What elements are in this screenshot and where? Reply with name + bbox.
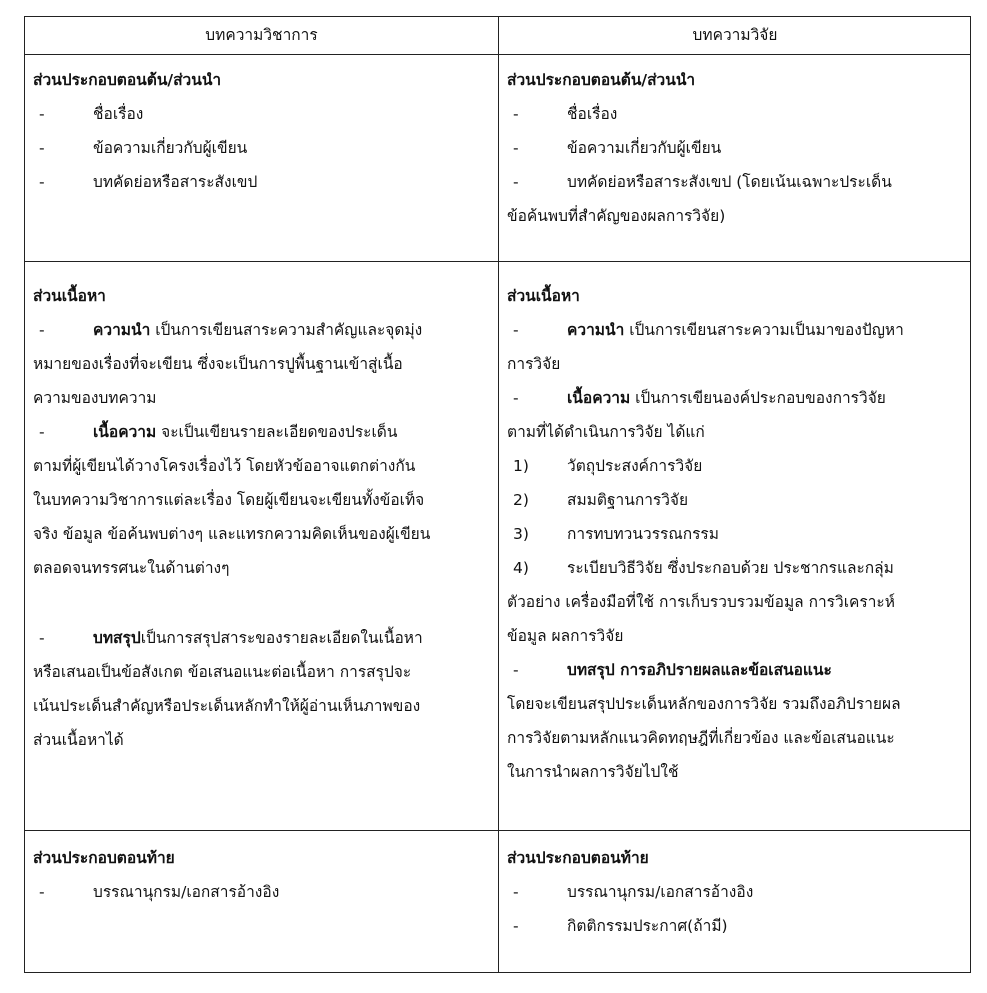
section-title: ส่วนประกอบตอนต้น/ส่วนนำ bbox=[507, 71, 696, 89]
column-header-academic: บทความวิชาการ bbox=[205, 26, 318, 44]
summary-paragraph: - บทสรุปเป็นการสรุปสาระของรายละเอียดในเนื้อหา bbox=[39, 629, 423, 647]
academic-front-section bbox=[33, 63, 493, 199]
list-item: - ชื่อเรื่อง bbox=[513, 105, 618, 123]
column-divider bbox=[498, 17, 499, 972]
intro-paragraph: - ความนำ เป็นการเขียนสาระความสำคัญและจุดมุ่ง bbox=[39, 321, 423, 339]
numbered-item: 1) วัตถุประสงค์การวิจัย bbox=[513, 457, 703, 475]
list-item: - กิตติกรรมประกาศ(ถ้ามี) bbox=[513, 917, 728, 935]
numbered-item: 4) ระเบียบวิธีวิจัย ซึ่งประกอบด้วย ประชากรและกลุ่ม bbox=[513, 559, 894, 577]
row-divider-1 bbox=[25, 261, 970, 262]
research-body-section: ส่วนเนื้อหา - ความนำ เป็นการเขียนสาระความเป็นมาของปัญหา การวิจัย - เนื้อความ เป็นการเขียนองค์ประกอบของการวิจัย ตามที่ได้ดำเนินการวิจัย ได้แก่ 1) วัตถุประสงค์การวิจัย 2) สมมติฐานการวิจัย 3) การทบทวนวรรณกรรม 4) ระเบียบวิธีวิจัย ซึ่งประกอบด้วย ประชากรและกลุ่ม ตัวอย่าง เครื่องมือที่ใช้ การเก็บรวบรวมข้อมูล การวิเคราะห์ ข้อมูล ผลการวิจัย - บทสรุป การอภิปรายผลและข้อเสนอแนะ โดยจะเขียนสรุปประเด็นหลักของการวิจัย รวมถึงอภิปรายผล การวิจัยตามหลักแนวคิดทฤษฎีที่เกี่ยวข้อง และข้อเสนอแนะ ในการนำผลการวิจัยไปใช้ bbox=[507, 279, 967, 789]
list-item: - บทคัดย่อหรือสาระสังเขป (โดยเน้นเฉพาะประเด็น bbox=[513, 173, 892, 191]
header-divider bbox=[25, 54, 970, 55]
section-title: ส่วนเนื้อหา bbox=[33, 287, 106, 305]
research-front-section bbox=[507, 63, 967, 233]
research-end-section bbox=[507, 841, 967, 943]
content-paragraph: - เนื้อความ เป็นการเขียนองค์ประกอบของการวิจัย bbox=[513, 389, 886, 407]
list-item-continuation: ข้อค้นพบที่สำคัญของผลการวิจัย) bbox=[507, 207, 726, 225]
intro-paragraph: - ความนำ เป็นการเขียนสาระความเป็นมาของปัญหา bbox=[513, 321, 904, 339]
section-title: ส่วนเนื้อหา bbox=[507, 287, 580, 305]
list-item: - บทคัดย่อหรือสาระสังเขป bbox=[39, 173, 258, 191]
section-title: ส่วนประกอบตอนท้าย bbox=[33, 849, 175, 867]
list-item: - ข้อความเกี่ยวกับผู้เขียน bbox=[39, 139, 248, 157]
summary-paragraph: - บทสรุป การอภิปรายผลและข้อเสนอแนะ bbox=[513, 661, 832, 679]
numbered-item: 2) สมมติฐานการวิจัย bbox=[513, 491, 689, 509]
section-title: ส่วนประกอบตอนท้าย bbox=[507, 849, 649, 867]
academic-body-section: ส่วนเนื้อหา - ความนำ เป็นการเขียนสาระความสำคัญและจุดมุ่ง หมายของเรื่องที่จะเขียน ซึ่งจะเป็นการปูพื้นฐานเข้าสู่เนื้อ ความของบทความ - เนื้อความ จะเป็นเขียนรายละเอียดของประเด็น ตามที่ผู้เขียนได้วางโครงเรื่องไว้ โดยหัวข้ออาจแตกต่างกัน ในบทความวิชาการแต่ละเรื่อง โดยผู้เขียนจะเขียนทั้งข้อเท็จ จริง ข้อมูล ข้อค้นพบต่างๆ และแทรกความคิดเห็นของผู้เขียน ตลอดจนทรรศนะในด้านต่างๆ - บทสรุปเป็นการสรุปสาระของรายละเอียดในเนื้อหา หรือเสนอเป็นข้อสังเกต ข้อเสนอแนะต่อเนื้อหา การสรุปจะ เน้นประเด็นสำคัญหรือประเด็นหลักทำให้ผู้อ่านเห็นภาพของ ส่วนเนื้อหาได้ bbox=[33, 279, 493, 757]
list-item: - บรรณานุกรม/เอกสารอ้างอิง bbox=[513, 883, 754, 901]
list-item: - ชื่อเรื่อง bbox=[39, 105, 144, 123]
content-paragraph: - เนื้อความ จะเป็นเขียนรายละเอียดของประเด็น bbox=[39, 423, 398, 441]
academic-end-section bbox=[33, 841, 493, 909]
list-item: - ข้อความเกี่ยวกับผู้เขียน bbox=[513, 139, 722, 157]
comparison-table bbox=[24, 16, 971, 973]
section-title: ส่วนประกอบตอนต้น/ส่วนนำ bbox=[33, 71, 222, 89]
spacer bbox=[33, 585, 493, 621]
column-header-research: บทความวิจัย bbox=[692, 26, 778, 44]
numbered-item: 3) การทบทวนวรรณกรรม bbox=[513, 525, 719, 543]
row-divider-2 bbox=[25, 830, 970, 831]
list-item: - บรรณานุกรม/เอกสารอ้างอิง bbox=[39, 883, 280, 901]
